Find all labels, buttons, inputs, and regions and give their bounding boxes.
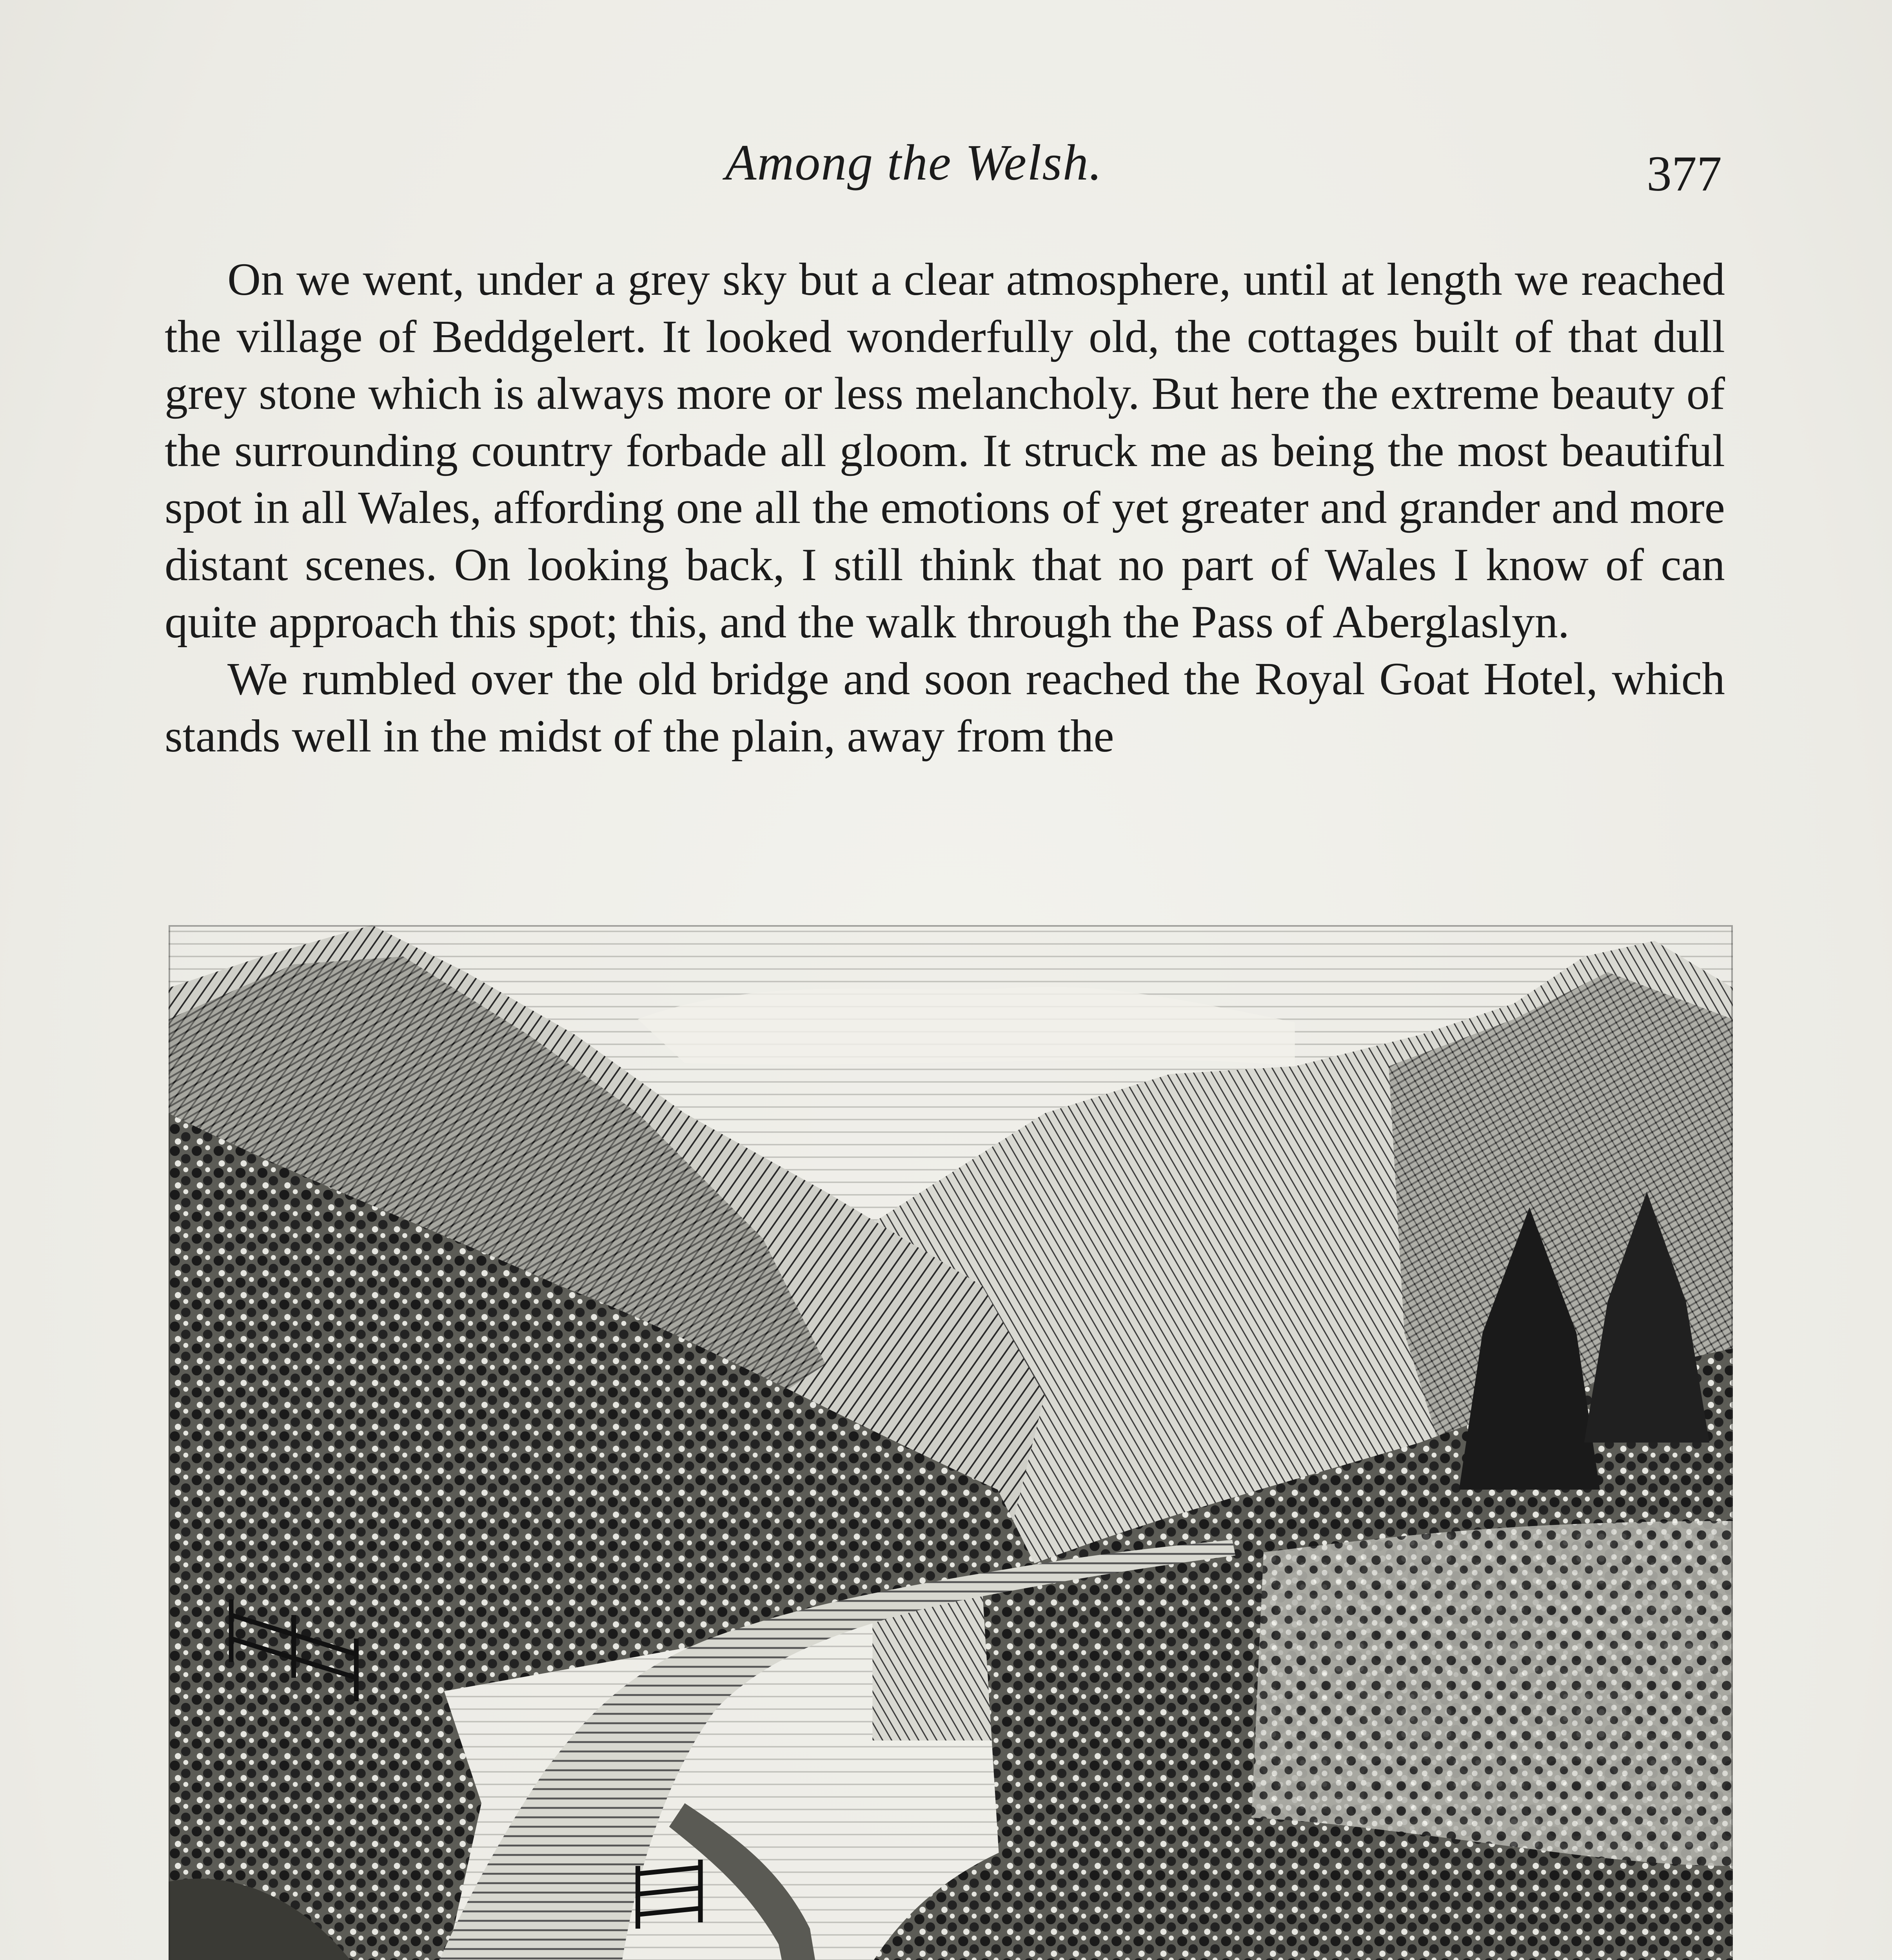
page-number: 377 <box>1647 146 1722 201</box>
engraving-illustration <box>169 925 1733 1960</box>
engraving-svg <box>169 925 1733 1960</box>
paragraph: We rumbled over the old bridge and soon reached the Royal Goat Hotel, which stands well in the midst of the plain, away from the <box>165 653 1725 762</box>
top-text-block <box>165 251 1725 764</box>
paragraph: On we went, under a grey sky but a clear atmosphere, until at length we reached the village of Beddgelert. It looked wonderfully old, the cottages built of that dull grey stone which is always more or less melancholy. But here the extreme beauty of the surrounding country forbade all gloom. It struck me as being the most beautiful spot in all Wales, affording one all the emotions of yet greater and grander and more distant scenes. On looking back, I still think that no part of Wales I know of can quite approach this spot; this, and the walk through the Pass of Aberglaslyn. <box>165 254 1725 648</box>
running-head: Among the Welsh. <box>725 134 1103 191</box>
